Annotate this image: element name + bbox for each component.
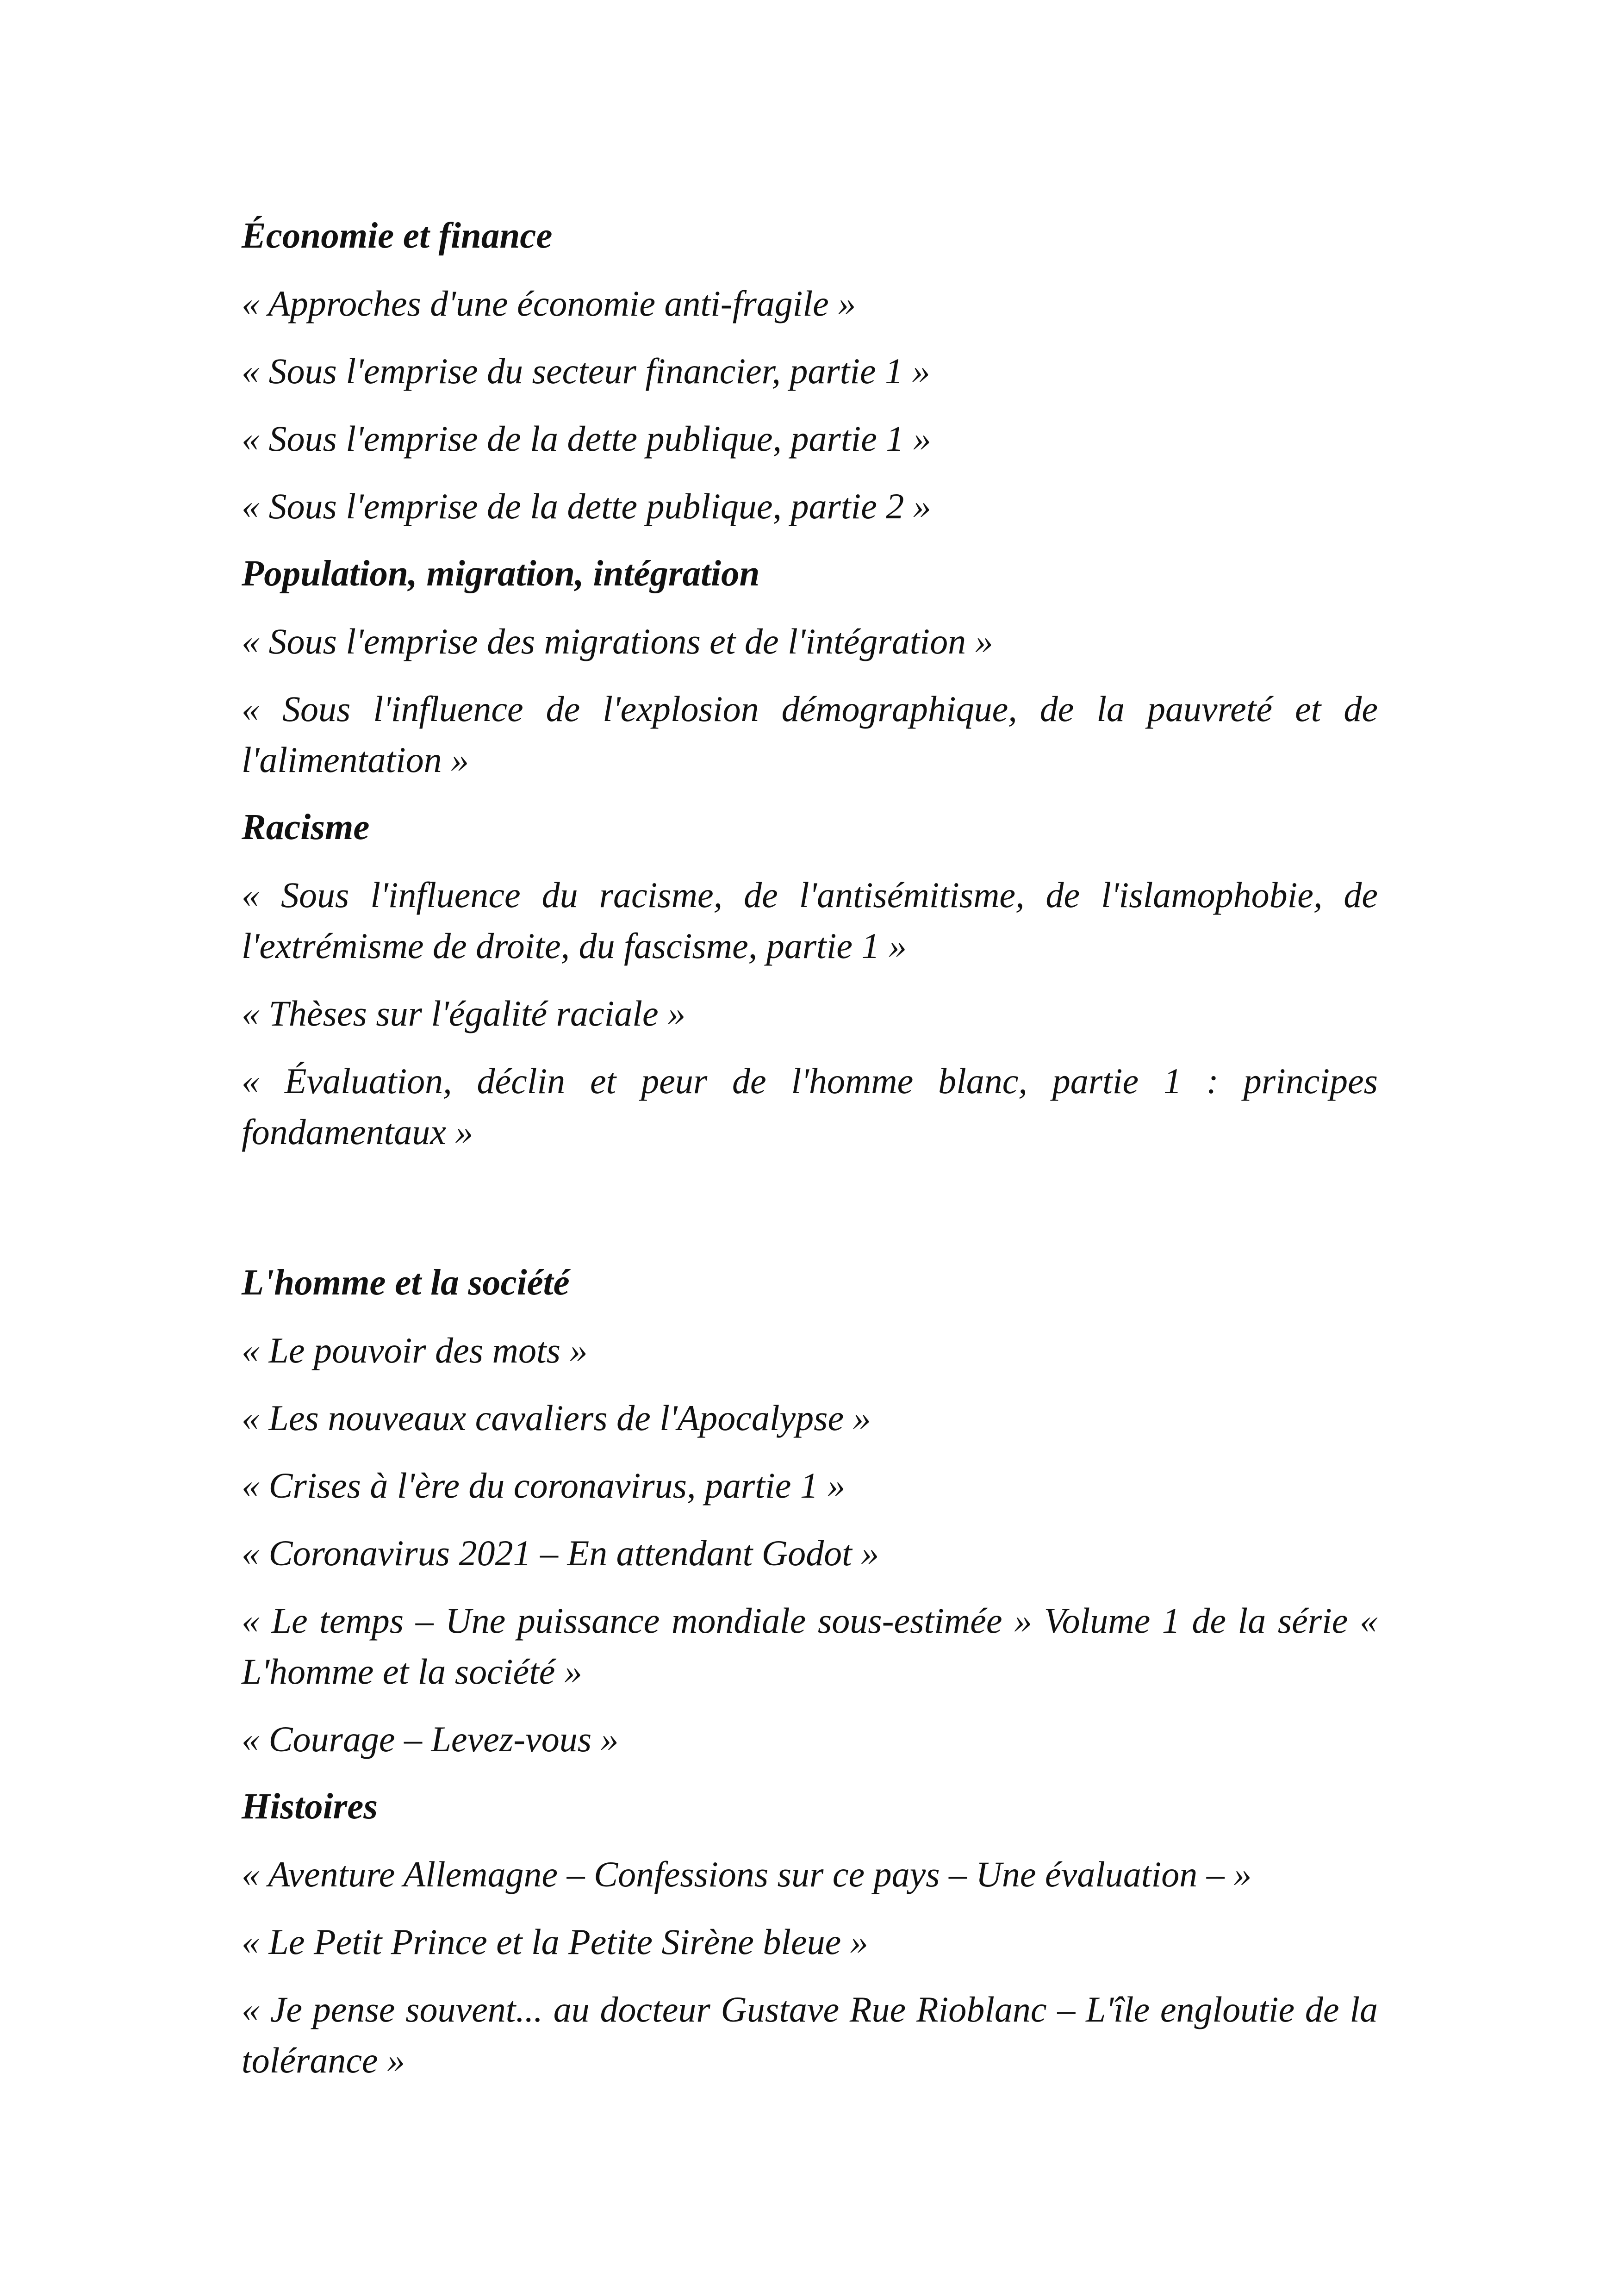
section-economie-finance bbox=[242, 211, 1378, 532]
list-item: « Crises à l'ère du coronavirus, partie 1 » bbox=[242, 1465, 846, 1506]
list-item: « Thèses sur l'égalité raciale » bbox=[242, 993, 686, 1033]
list-item: « Sous l'emprise de la dette publique, partie 2 » bbox=[242, 486, 931, 526]
section-heading: L'homme et la société bbox=[242, 1263, 570, 1303]
list-item: « Courage – Levez-vous » bbox=[242, 1719, 619, 1759]
list-item: « Le pouvoir des mots » bbox=[242, 1330, 588, 1370]
list-item: « Aventure Allemagne – Confessions sur ce pays – Une évaluation – » bbox=[242, 1854, 1252, 1894]
list-item: « Je pense souvent... au docteur Gustave Rue Rioblanc – L'île engloutie de la tolérance » bbox=[242, 1989, 1378, 2080]
list-item: « Le temps – Une puissance mondiale sous-estimée » Volume 1 de la série « L'homme et la société » bbox=[242, 1600, 1378, 1692]
section-heading: Histoires bbox=[242, 1786, 378, 1827]
list-item: « Sous l'emprise du secteur financier, partie 1 » bbox=[242, 351, 930, 391]
section-heading: Population, migration, intégration bbox=[242, 554, 760, 594]
list-item: « Sous l'emprise de la dette publique, partie 1 » bbox=[242, 418, 931, 459]
section-heading: Racisme bbox=[242, 807, 370, 847]
section-heading: Économie et finance bbox=[242, 216, 553, 256]
section-population-migration bbox=[242, 548, 1378, 785]
list-item: « Le Petit Prince et la Petite Sirène bleue » bbox=[242, 1922, 868, 1962]
list-item: « Les nouveaux cavaliers de l'Apocalypse » bbox=[242, 1398, 871, 1438]
section-homme-societe bbox=[242, 1257, 1378, 1765]
list-item: « Évaluation, déclin et peur de l'homme blanc, partie 1 : principes fondamentaux » bbox=[242, 1061, 1378, 1152]
list-item: « Sous l'influence de l'explosion démographique, de la pauvreté et de l'alimentation » bbox=[242, 689, 1378, 780]
book-list bbox=[242, 211, 1378, 2103]
section-histoires bbox=[242, 1781, 1378, 2086]
section-racisme bbox=[242, 802, 1378, 1157]
list-item: « Sous l'influence du racisme, de l'antisémitisme, de l'islamophobie, de l'extrémisme de droite, du fascisme, partie 1 » bbox=[242, 875, 1378, 966]
list-item: « Approches d'une économie anti-fragile » bbox=[242, 283, 856, 324]
list-item: « Coronavirus 2021 – En attendant Godot » bbox=[242, 1533, 879, 1573]
section-spacer bbox=[242, 1174, 1378, 1257]
list-item: « Sous l'emprise des migrations et de l'intégration » bbox=[242, 621, 993, 661]
